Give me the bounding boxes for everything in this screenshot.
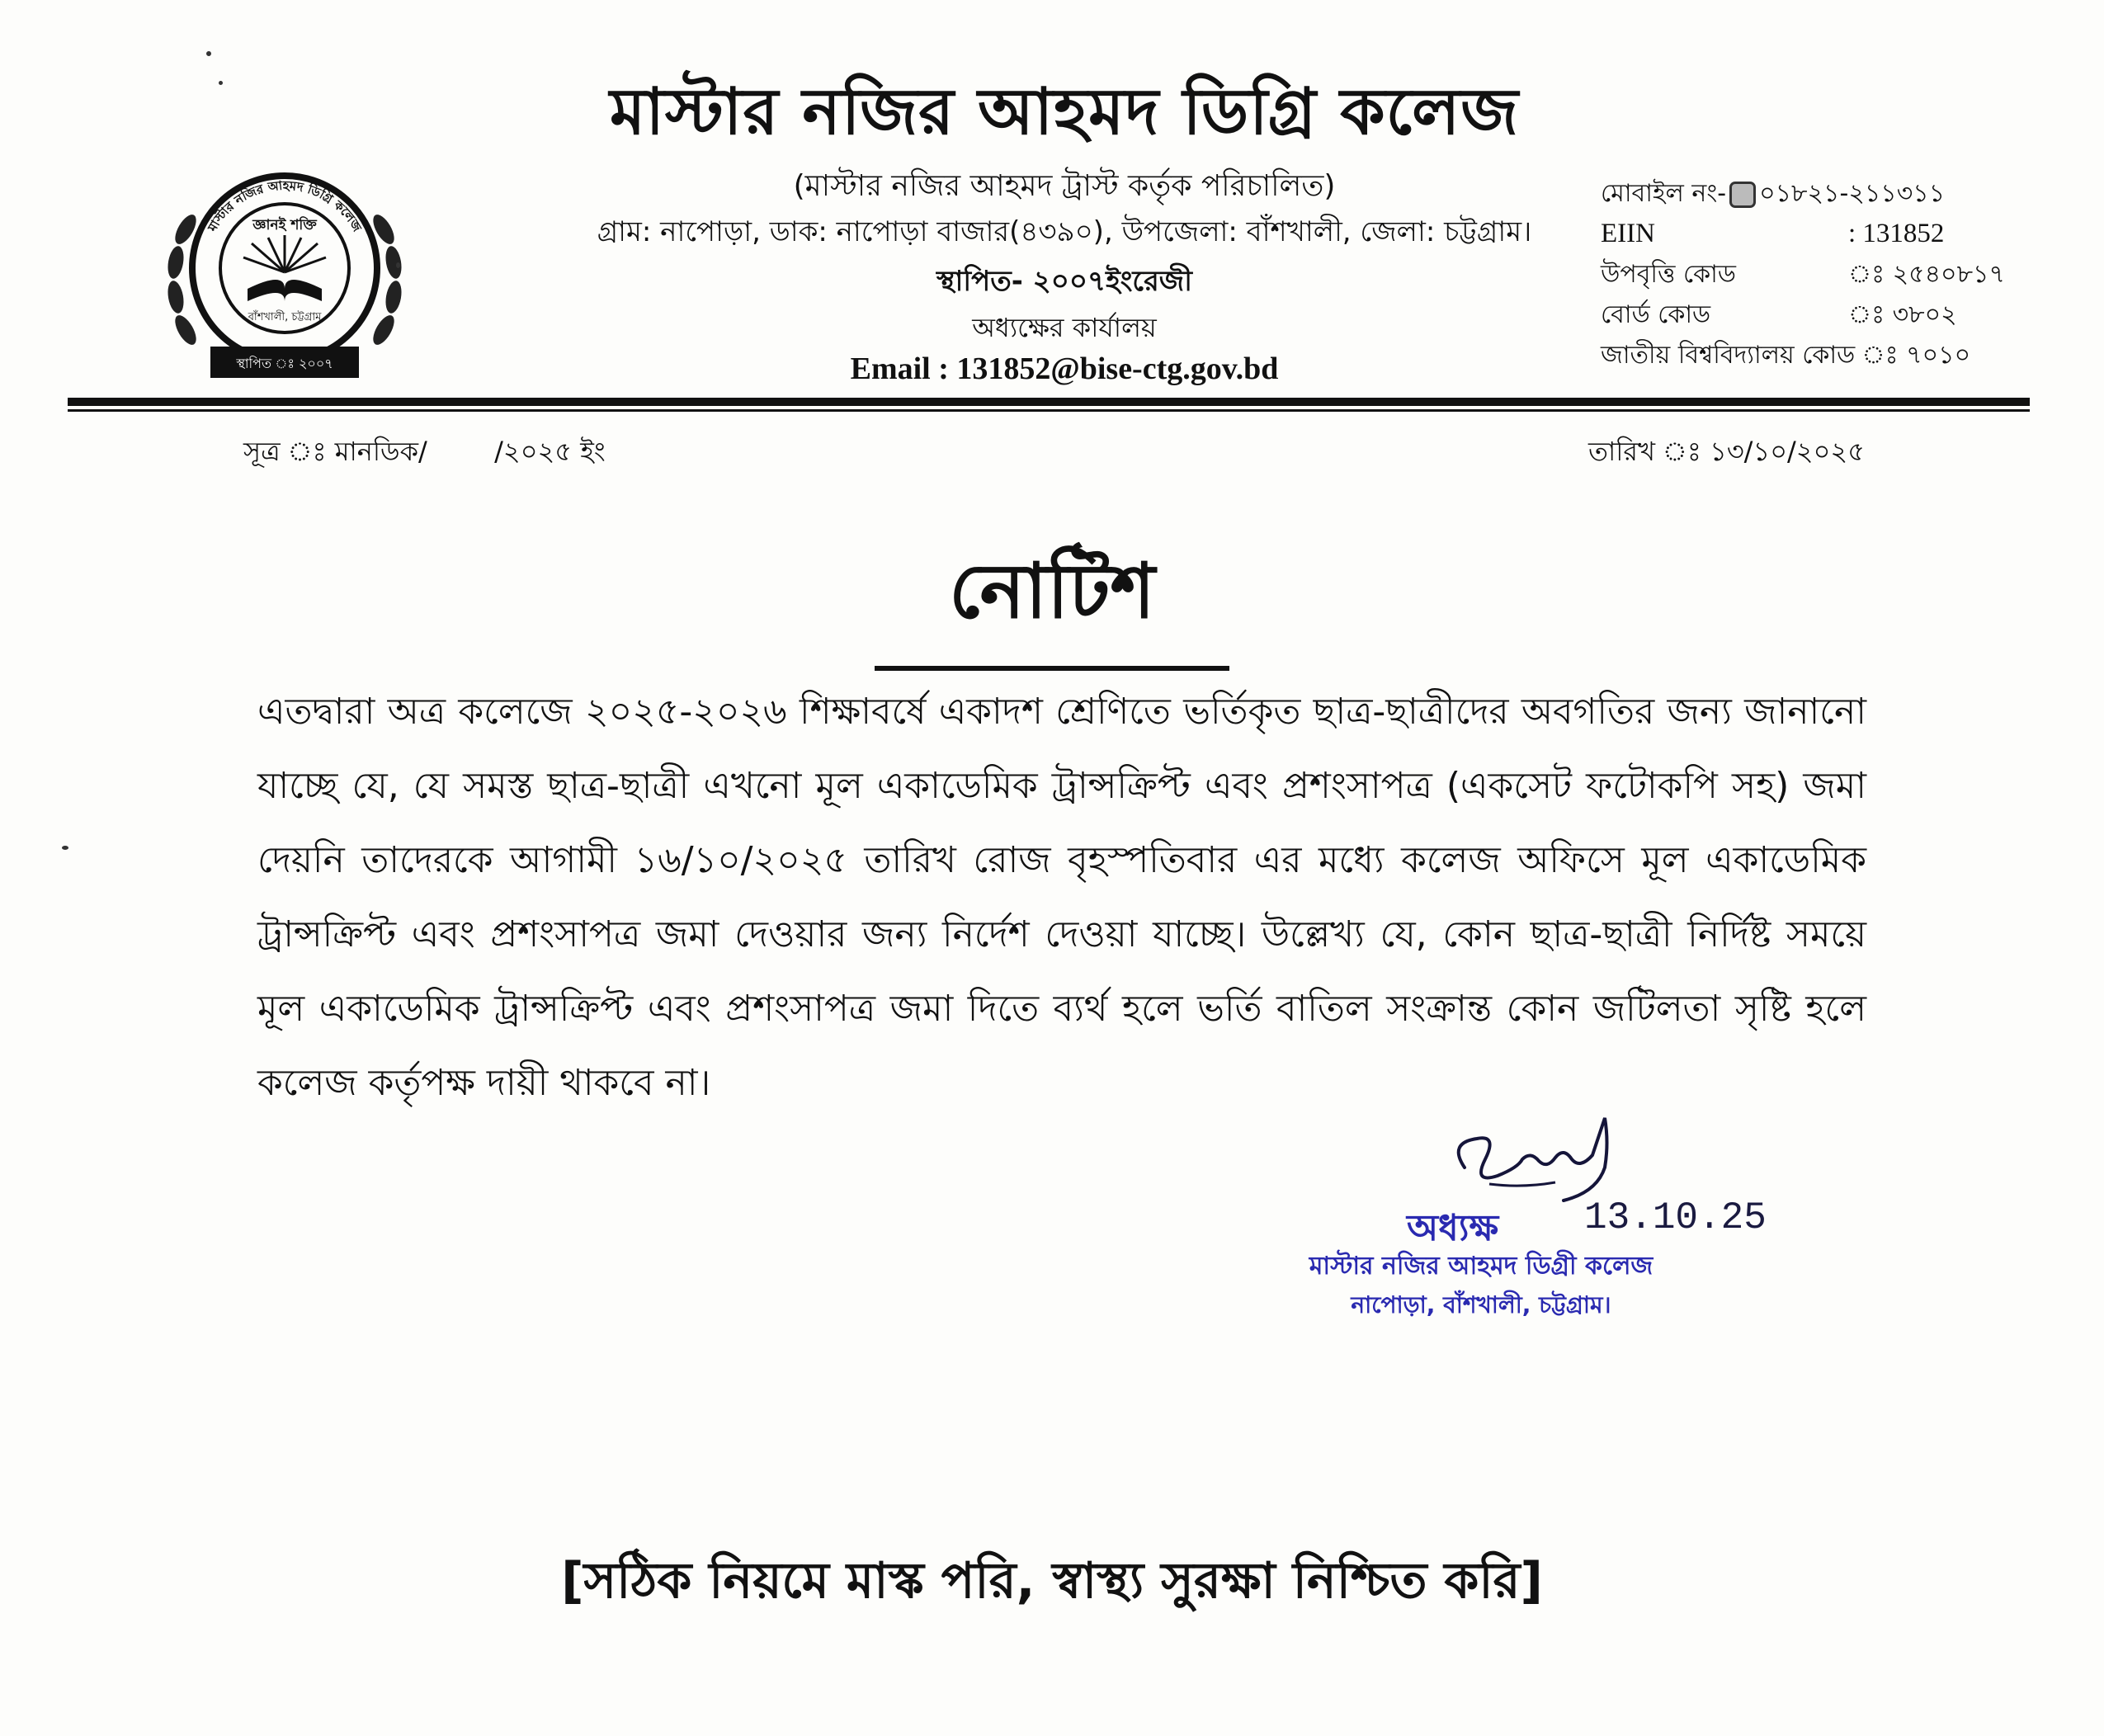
header-divider-thick [68,398,2030,406]
board-code-row [1601,295,1997,335]
eiin-label: EIIN [1601,219,1655,248]
notice-body: এতদ্বারা অত্র কলেজে ২০২৫-২০২৬ শিক্ষাবর্ষে একাদশ শ্রেণিতে ভর্তিকৃত ছাত্র-ছাত্রীদের অবগতির জন্য জানানো যাচ্ছে যে, যে সমস্ত ছাত্র-ছাত্রী এখনো মূল একাডেমিক ট্রান্সক্রিপ্ট এবং প্রশংসাপত্র (একসেট ফটোকপি সহ) জমা দেয়নি তাদেরকে আগামী ১৬/১০/২০২৫ তারিখ রোজ বৃহস্পতিবার এর মধ্যে কলেজ অফিসে মূল একাডেমিক ট্রান্সক্রিপ্ট এবং প্রশংসাপত্র জমা দেওয়ার জন্য নির্দেশ দেওয়া যাচ্ছে। উল্লেখ্য যে, কোন ছাত্র-ছাত্রী নির্দিষ্ট সময়ে মূল একাডেমিক ট্রান্সক্রিপ্ট এবং প্রশংসাপত্র জমা দিতে ব্যর্থ হলে ভর্তি বাতিল সংক্রান্ত কোন জটিলতা সৃষ্টি হলে কলেজ কর্তৃপক্ষ দায়ী থাকবে না। [257,691,1866,1104]
scan-speck [62,846,68,850]
notice-heading: নোটিশ [875,532,1229,671]
nu-code-label: জাতীয় বিশ্ববিদ্যালয় কোড [1601,341,1856,370]
office-line: অধ্যক্ষের কার্যালয় [972,312,1157,343]
stamp-address: নাপোড়া, বাঁশখালী, চট্টগ্রাম। [1351,1291,1611,1319]
scan-speck [206,51,211,56]
mobile-label-text: মোবাইল নং- [1601,179,1727,208]
seal-place: বাঁশখালী, চট্টগ্রাম [248,311,322,323]
seal-motto: জ্ঞানই শক্তি [252,217,317,234]
college-codes-block [1601,173,2006,375]
nu-code-value: ঃ ৭০১০ [1898,341,1971,370]
college-seal-logo [161,165,408,396]
notice-date: তারিখ ঃ ১৩/১০/২০২৫ [1587,436,1865,467]
principal-role-stamp: অধ্যক্ষ [1407,1207,1499,1249]
established-line: স্থাপিত- ২০০৭ইংরেজী [936,265,1192,298]
college-name: মাস্টার নজির আহমদ ডিগ্রি কলেজ [610,75,1519,149]
signed-date: 13.10.25 [1584,1196,1767,1239]
nu-code-text [1601,335,1970,375]
email-line: Email : 131852@bise-ctg.gov.bd [850,351,1279,386]
scan-speck [396,262,400,268]
mobile-label [1601,173,1945,214]
address-line: গ্রাম: নাপোড়া, ডাক: নাপোড়া বাজার(৪৩৯০), উপজেলা: বাঁশখালী, জেলা: চট্টগ্রাম। [597,215,1532,248]
nu-code-row [1601,335,1997,375]
eiin-row [1601,214,1997,254]
mobile-row [1601,173,1997,214]
mobile-value: ০১৮২১-২১১৩১১ [1759,179,1946,208]
seal-established: স্থাপিত ঃ ২০০৭ [236,356,333,371]
board-code-label: বোর্ড কোড [1601,300,1711,329]
stipend-value: ঃ ২৫৪০৮১৭ [1848,260,2006,289]
handwritten-signature [1440,1110,1638,1209]
stipend-row [1601,254,2006,295]
header-divider-thin [68,409,2030,412]
managed-by-line: (মাস্টার নজির আহমদ ট্রাস্ট কর্তৃক পরিচালিত) [793,169,1336,203]
reference-number: সূত্র ঃ মানডিক/ /২০২৫ ইং [243,436,606,467]
board-code-value: ঃ ৩৮০২ [1848,300,1957,329]
stamp-college-name: মাস্টার নজির আহমদ ডিগ্রী কলেজ [1309,1252,1653,1281]
eiin-value: : 131852 [1848,219,1945,248]
scan-speck [219,81,223,85]
seal-arc-text: মাস্টার নজির আহমদ ডিগ্রি কলেজ [205,177,365,234]
stipend-label: উপবৃত্তি কোড [1601,260,1736,289]
footer-slogan: [সঠিক নিয়মে মাস্ক পরি, স্বাস্থ্য সুরক্ষা নিশ্চিত করি] [561,1552,1543,1610]
phone-icon [1729,182,1756,208]
